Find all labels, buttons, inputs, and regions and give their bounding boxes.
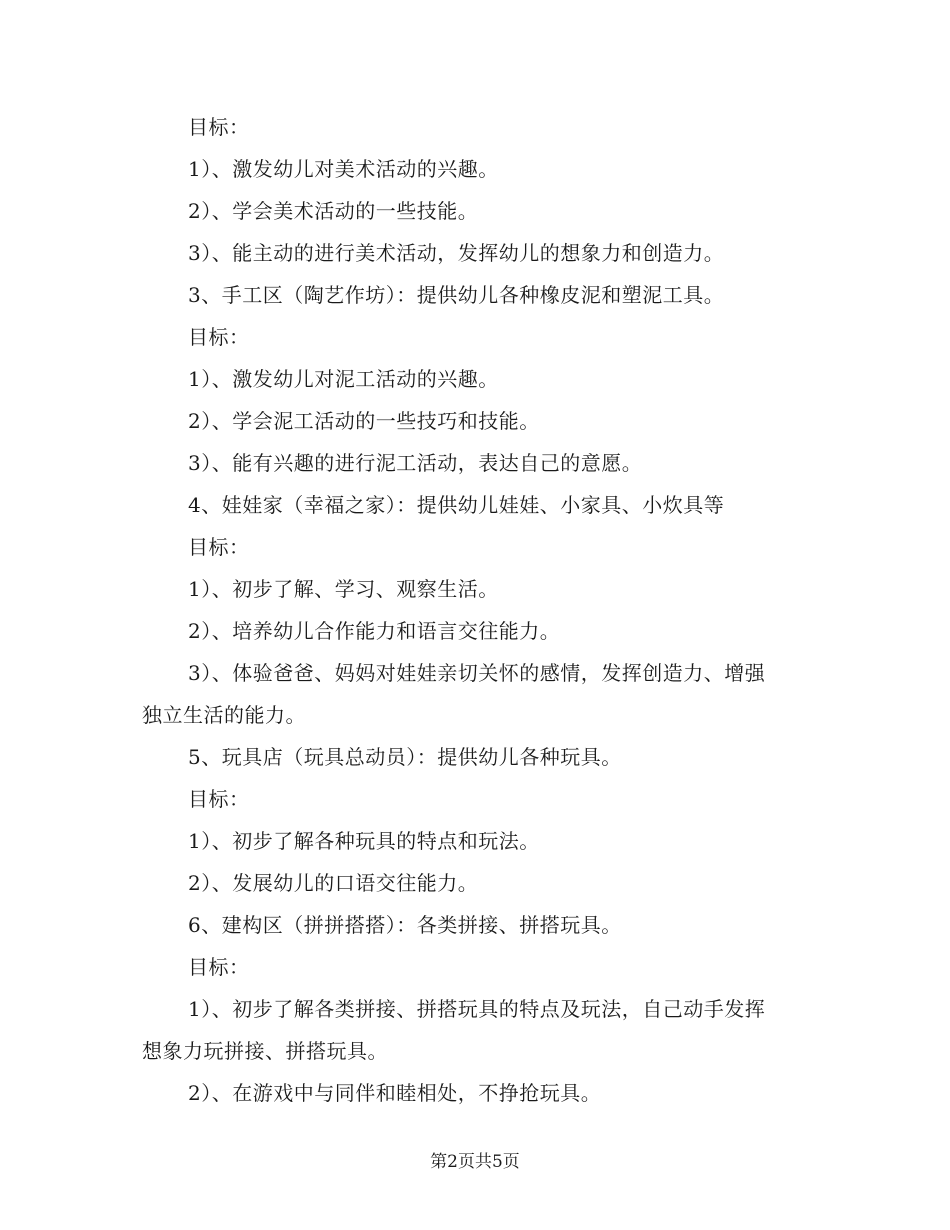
paragraph-line: 2）、在游戏中与同伴和睦相处，不挣抢玩具。: [188, 1081, 602, 1105]
paragraph-line: 5、玩具店（玩具总动员）：提供幼儿各种玩具。: [188, 745, 622, 769]
paragraph-line: 3）、体验爸爸、妈妈对娃娃亲切关怀的感情，发挥创造力、增强: [188, 661, 766, 685]
paragraph-line: 独立生活的能力。: [142, 703, 306, 727]
paragraph-line: 1）、激发幼儿对美术活动的兴趣。: [188, 157, 499, 181]
paragraph-line: 4、娃娃家（幸福之家）：提供幼儿娃娃、小家具、小炊具等: [188, 493, 725, 517]
paragraph-line: 目标：: [188, 955, 250, 979]
paragraph-line: 1）、初步了解各种玩具的特点和玩法。: [188, 829, 540, 853]
paragraph-line: 3）、能主动的进行美术活动，发挥幼儿的想象力和创造力。: [188, 241, 725, 265]
paragraph-line: 1）、初步了解、学习、观察生活。: [188, 577, 499, 601]
paragraph-line: 目标：: [188, 115, 250, 139]
paragraph-line: 目标：: [188, 787, 250, 811]
paragraph-line: 想象力玩拼接、拼搭玩具。: [142, 1039, 388, 1063]
paragraph-line: 2）、培养幼儿合作能力和语言交往能力。: [188, 619, 561, 643]
document-body: [142, 106, 812, 1114]
paragraph-line: 2）、学会美术活动的一些技能。: [188, 199, 479, 223]
paragraph-line: 1）、激发幼儿对泥工活动的兴趣。: [188, 367, 499, 391]
paragraph-line: 2）、学会泥工活动的一些技巧和技能。: [188, 409, 540, 433]
paragraph-line: 3）、能有兴趣的进行泥工活动，表达自己的意愿。: [188, 451, 643, 475]
paragraph-line: 目标：: [188, 325, 250, 349]
paragraph-line: 3、手工区（陶艺作坊）：提供幼儿各种橡皮泥和塑泥工具。: [188, 283, 725, 307]
paragraph-line: 6、建构区（拼拼搭搭）：各类拼接、拼搭玩具。: [188, 913, 622, 937]
paragraph-line: 1）、初步了解各类拼接、拼搭玩具的特点及玩法，自己动手发挥: [188, 997, 766, 1021]
page-number-footer: 第2页共5页: [430, 1152, 520, 1172]
paragraph-line: 2）、发展幼儿的口语交往能力。: [188, 871, 479, 895]
paragraph-line: 目标：: [188, 535, 250, 559]
